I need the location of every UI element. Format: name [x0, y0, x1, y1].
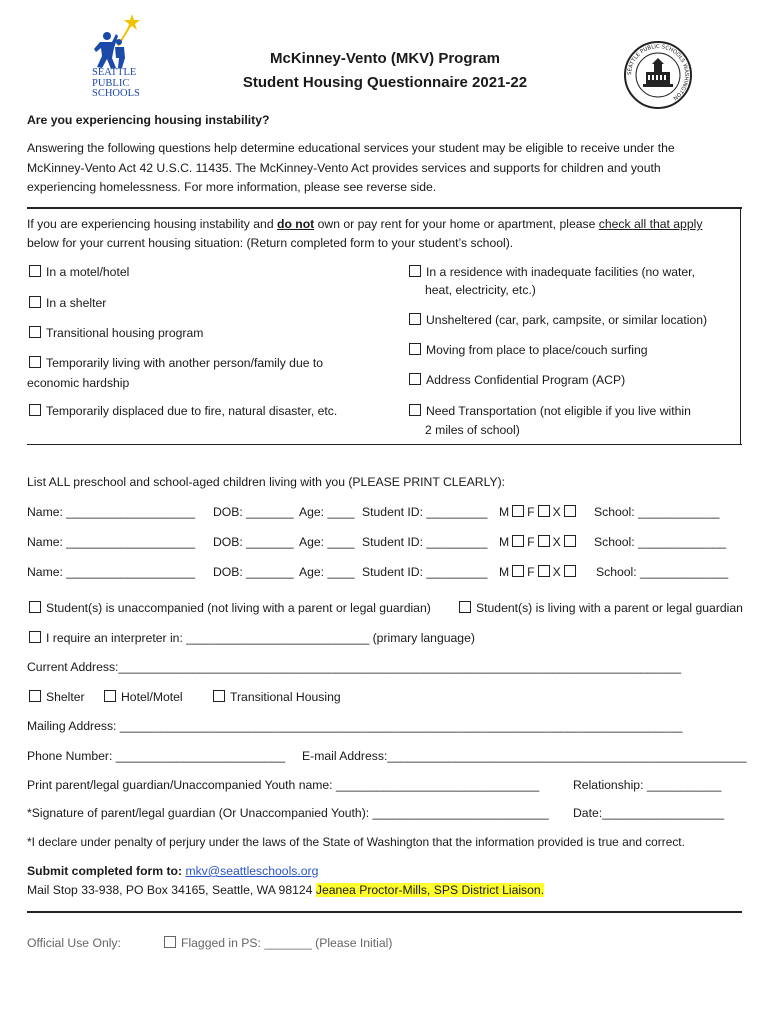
option-inadequate-line-2: heat, electricity, etc.): [425, 283, 536, 297]
gender-x-label: X: [552, 535, 561, 549]
date-field[interactable]: Date:__________________: [573, 806, 725, 820]
child-name-field[interactable]: Name: ___________________: [27, 535, 196, 549]
unaccompanied-option[interactable]: [29, 598, 431, 618]
gender-m-checkbox[interactable]: [512, 505, 524, 517]
gender-x-checkbox[interactable]: [564, 535, 576, 547]
child-age-field[interactable]: Age: ____: [299, 505, 355, 519]
mailing-address-field[interactable]: Mailing Address: ___________________________________________________________________________________: [27, 719, 683, 733]
option-transportation-line-2: 2 miles of school): [425, 423, 520, 437]
option-label: Transitional housing program: [46, 326, 204, 340]
children-heading: List ALL preschool and school-aged children living with you (PLEASE PRINT CLEARLY):: [27, 475, 506, 489]
checkbox[interactable]: [29, 296, 41, 308]
guardian-name-field[interactable]: Print parent/legal guardian/Unaccompanied Youth name: ______________________________: [27, 778, 540, 792]
option-label: I require an interpreter in: ___________________________ (primary language): [46, 631, 475, 645]
instr-part-1: If you are experiencing housing instability and: [27, 217, 277, 231]
option-label: Moving from place to place/couch surfing: [426, 343, 648, 357]
checkbox[interactable]: [29, 631, 41, 643]
option-acp[interactable]: [409, 370, 625, 390]
option-label: Transitional Housing: [230, 690, 341, 704]
option-moving[interactable]: [409, 340, 648, 360]
divider-bottom: [27, 911, 742, 913]
gender-x-label: X: [552, 565, 561, 579]
phone-field[interactable]: Phone Number: _________________________: [27, 749, 286, 763]
instr-check-all: check all that apply: [598, 217, 703, 231]
form-title-line-1: McKinney-Vento (MKV) Program: [269, 50, 501, 67]
option-doubled-up-line-2: economic hardship: [27, 376, 130, 390]
interpreter-option[interactable]: [29, 628, 475, 648]
option-label: Address Confidential Program (ACP): [426, 373, 626, 387]
checkbox[interactable]: [213, 690, 225, 702]
checkbox[interactable]: [104, 690, 116, 702]
child-name-field[interactable]: Name: ___________________: [27, 505, 196, 519]
option-label: Student(s) is living with a parent or legal guardian: [476, 601, 743, 615]
transitional-option[interactable]: [213, 687, 341, 707]
child-gender-options[interactable]: [499, 502, 579, 522]
checkbox[interactable]: [29, 356, 41, 368]
seal-icon: [623, 40, 693, 110]
child-gender-options[interactable]: [499, 562, 579, 582]
gender-f-label: F: [527, 565, 535, 579]
divider-top: [27, 207, 742, 209]
child-school-field[interactable]: School: _____________: [596, 565, 729, 579]
instr-part-2: own or pay rent for your home or apartment, please: [314, 217, 599, 231]
gender-f-checkbox[interactable]: [538, 505, 550, 517]
option-label: Need Transportation (not eligible if you live within: [426, 404, 691, 418]
divider-housing-bottom: [27, 444, 742, 445]
checkbox[interactable]: [29, 601, 41, 613]
option-label: In a motel/hotel: [46, 265, 130, 279]
child-student-id-field[interactable]: Student ID: _________: [362, 535, 488, 549]
current-address-field[interactable]: Current Address:___________________________________________________________________________________: [27, 660, 682, 674]
gender-f-checkbox[interactable]: [538, 565, 550, 577]
checkbox[interactable]: [409, 343, 421, 355]
option-unsheltered[interactable]: [409, 310, 707, 330]
gender-m-label: M: [499, 565, 510, 579]
form-title-line-2: Student Housing Questionnaire 2021-22: [242, 74, 528, 91]
option-label: Hotel/Motel: [121, 690, 183, 704]
child-student-id-field[interactable]: Student ID: _________: [362, 505, 488, 519]
checkbox[interactable]: [409, 313, 421, 325]
option-shelter[interactable]: [29, 293, 106, 313]
mailstop-address: Mail Stop 33-938, PO Box 34165, Seattle, WA 98124: [27, 883, 316, 897]
option-label: Unsheltered (car, park, campsite, or similar location): [426, 313, 708, 327]
option-label: In a residence with inadequate facilities (no water,: [426, 265, 695, 279]
checkbox[interactable]: [164, 936, 176, 948]
gender-x-label: X: [552, 505, 561, 519]
gender-x-checkbox[interactable]: [564, 505, 576, 517]
logo-line-3: SCHOOLS: [92, 88, 140, 99]
checkbox[interactable]: [29, 326, 41, 338]
intro-para-line-1: Answering the following questions help determine educational services your student may be eligible to receive under the: [27, 141, 675, 155]
mailstop-line: [27, 880, 544, 900]
gender-m-checkbox[interactable]: [512, 535, 524, 547]
option-label: Temporarily displaced due to fire, natural disaster, etc.: [46, 404, 338, 418]
flagged-option[interactable]: [164, 933, 392, 953]
child-dob-field[interactable]: DOB: _______: [213, 505, 294, 519]
relationship-field[interactable]: Relationship: ___________: [573, 778, 722, 792]
checkbox[interactable]: [29, 265, 41, 277]
checkbox[interactable]: [459, 601, 471, 613]
option-transportation[interactable]: [409, 401, 691, 421]
gender-x-checkbox[interactable]: [564, 565, 576, 577]
option-label: Student(s) is unaccompanied (not living with a parent or legal guardian): [46, 601, 431, 615]
checkbox[interactable]: [409, 265, 421, 277]
checkbox[interactable]: [29, 690, 41, 702]
submit-email-link[interactable]: mkv@seattleschools.org: [185, 864, 319, 878]
gender-f-checkbox[interactable]: [538, 535, 550, 547]
housing-instruction-line-2: below for your current housing situation: (Return completed form to your student’s school).: [27, 236, 514, 250]
submit-label: Submit completed form to:: [27, 864, 186, 878]
child-dob-field[interactable]: DOB: _______: [213, 565, 294, 579]
district-liaison: Jeanea Proctor-Mills, SPS District Liaison.: [315, 883, 545, 897]
option-motel[interactable]: [29, 262, 129, 282]
perjury-declaration: *I declare under penalty of perjury under the laws of the State of Washington that the information provided is true and correct.: [27, 835, 685, 849]
gender-m-checkbox[interactable]: [512, 565, 524, 577]
logo-line-1: SEATTLE: [92, 67, 137, 78]
child-school-field[interactable]: School: ____________: [594, 505, 720, 519]
with-parent-option[interactable]: [459, 598, 743, 618]
logo-line-2: PUBLIC: [92, 77, 130, 89]
gender-f-label: F: [527, 535, 535, 549]
child-dob-field[interactable]: DOB: _______: [213, 535, 294, 549]
intro-question: Are you experiencing housing instability?: [27, 113, 270, 127]
child-name-field[interactable]: Name: ___________________: [27, 565, 196, 579]
submit-line: [27, 861, 318, 881]
checkbox[interactable]: [409, 373, 421, 385]
intro-para-line-3: experiencing homelessness. For more information, please see reverse side.: [27, 180, 437, 194]
child-gender-options[interactable]: [499, 532, 579, 552]
gender-m-label: M: [499, 535, 510, 549]
option-label: In a shelter: [46, 296, 107, 310]
checkbox[interactable]: [29, 404, 41, 416]
option-label: Shelter: [46, 690, 85, 704]
intro-para-line-2: McKinney-Vento Act 42 U.S.C. 11435. The McKinney-Vento Act provides services and supports for children and youth: [27, 161, 661, 175]
checkbox[interactable]: [409, 404, 421, 416]
signature-field[interactable]: *Signature of parent/legal guardian (Or Unaccompanied Youth): __________________________: [27, 806, 549, 820]
gender-m-label: M: [499, 505, 510, 519]
option-inadequate[interactable]: [409, 262, 695, 282]
seal-text: SEATTLE PUBLIC SCHOOLS WASHINGTON: [626, 43, 690, 101]
shelter-option[interactable]: [29, 687, 85, 707]
housing-section-border: [740, 207, 741, 445]
child-age-field[interactable]: Age: ____: [299, 535, 355, 549]
child-student-id-field[interactable]: Student ID: _________: [362, 565, 488, 579]
hotel-option[interactable]: [104, 687, 183, 707]
option-label: Flagged in PS: _______ (Please Initial): [181, 936, 393, 950]
child-school-field[interactable]: School: _____________: [594, 535, 727, 549]
housing-instruction: [27, 214, 702, 234]
email-field[interactable]: E-mail Address:_____________________________________________________: [302, 749, 747, 763]
official-use-label: Official Use Only:: [27, 936, 121, 950]
gender-f-label: F: [527, 505, 535, 519]
instr-emphasis: do not: [277, 217, 315, 231]
district-seal: [623, 40, 693, 110]
option-transitional[interactable]: [29, 323, 203, 343]
option-label: Temporarily living with another person/family due to: [46, 356, 324, 370]
option-displaced[interactable]: [29, 401, 337, 421]
child-age-field[interactable]: Age: ____: [299, 565, 355, 579]
option-doubled-up[interactable]: [29, 353, 323, 373]
